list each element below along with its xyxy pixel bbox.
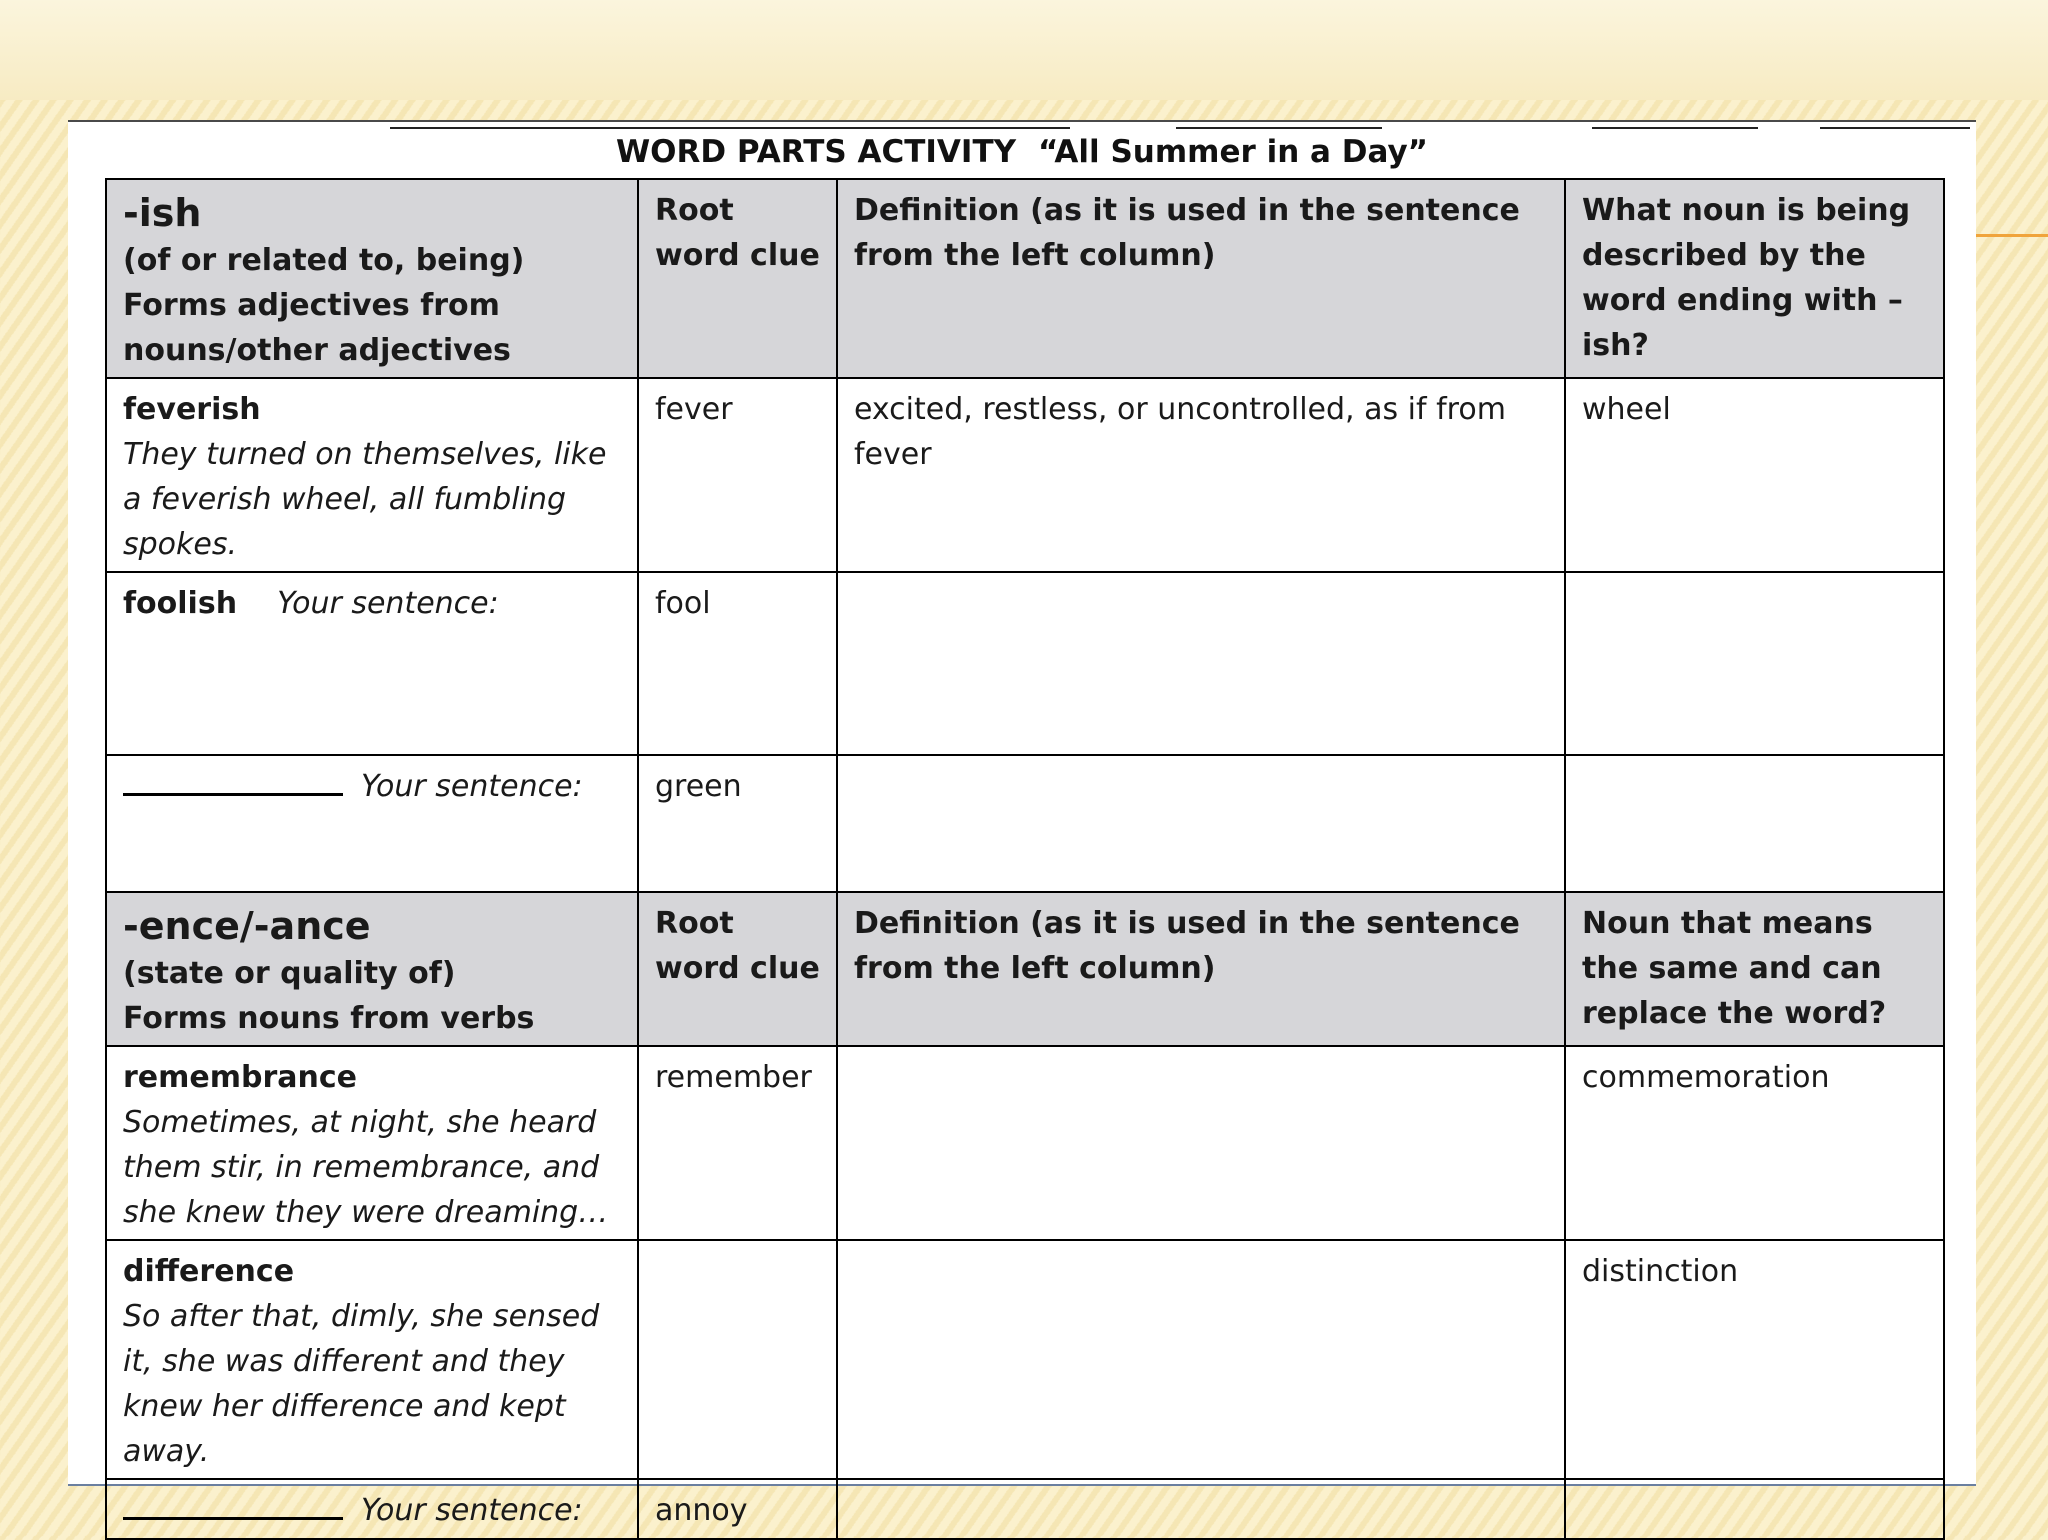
suffix-ence-meaning: (state or quality of) [123, 956, 456, 991]
suffix-ence-forms: Forms nouns from verbs [123, 1001, 535, 1036]
root-cell: fever [638, 378, 837, 572]
worksheet-title [68, 134, 1976, 170]
your-sentence-label: Your sentence: [361, 769, 583, 804]
word-cell [106, 1479, 638, 1539]
suffix-ish-forms: Forms adjectives from nouns/other adjectives [123, 288, 511, 368]
ence-header-cell [106, 892, 638, 1046]
root-cell: remember [638, 1046, 837, 1240]
table-row [106, 1240, 1944, 1479]
table-row [106, 572, 1944, 755]
definition-cell[interactable] [837, 755, 1565, 892]
word-cell [106, 378, 638, 572]
worksheet-document [68, 120, 1976, 1528]
root-cell: green [638, 755, 837, 892]
root-cell[interactable] [638, 1240, 837, 1479]
word-remembrance: remembrance [123, 1060, 358, 1095]
worksheet-title-main: WORD PARTS ACTIVITY [615, 134, 1017, 170]
suffix-ence-ance: -ence/-ance [123, 904, 371, 948]
ence-header-row [106, 892, 1944, 1046]
definition-cell[interactable] [837, 1046, 1565, 1240]
definition-cell[interactable] [837, 572, 1565, 755]
slide-top-band [0, 0, 2048, 100]
ish-header-cell [106, 179, 638, 378]
example-sentence: They turned on themselves, like a feverish wheel, all fumbling spokes. [123, 437, 607, 562]
definition-col-header: Definition (as it is used in the sentence from the left column) [837, 179, 1565, 378]
ish-header-row [106, 179, 1944, 378]
definition-cell[interactable] [837, 1479, 1565, 1539]
definition-cell[interactable] [837, 1240, 1565, 1479]
word-blank-line[interactable] [123, 1493, 343, 1520]
your-sentence-label: Your sentence: [277, 586, 499, 621]
example-sentence: Sometimes, at night, she heard them stir, in remembrance, and she knew they were dreaming… [123, 1105, 609, 1230]
noun-cell[interactable] [1565, 755, 1944, 892]
slide-accent-line [1976, 234, 2048, 237]
table-row [106, 1479, 1944, 1539]
root-col-header: Root word clue [638, 892, 837, 1046]
suffix-ish: -ish [123, 191, 202, 235]
root-cell: fool [638, 572, 837, 755]
worksheet-title-story: “All Summer in a Day” [1038, 134, 1429, 170]
word-cell [106, 572, 638, 755]
suffix-ish-meaning: (of or related to, being) [123, 243, 525, 278]
word-foolish: foolish [123, 586, 238, 621]
noun-col-header: What noun is being described by the word ending with –ish? [1565, 179, 1944, 378]
word-cell [106, 1046, 638, 1240]
definition-cell: excited, restless, or uncontrolled, as if from fever [837, 378, 1565, 572]
noun-cell: distinction [1565, 1240, 1944, 1479]
noun-cell: commemoration [1565, 1046, 1944, 1240]
word-difference: difference [123, 1254, 295, 1289]
noun-cell[interactable] [1565, 572, 1944, 755]
word-feverish: feverish [123, 392, 261, 427]
word-cell [106, 1240, 638, 1479]
root-col-header: Root word clue [638, 179, 837, 378]
word-parts-table [105, 178, 1945, 1540]
word-blank-line[interactable] [123, 769, 343, 796]
noun-col-header: Noun that means the same and can replace the word? [1565, 892, 1944, 1046]
noun-cell: wheel [1565, 378, 1944, 572]
your-sentence-label: Your sentence: [361, 1493, 583, 1528]
table-row [106, 1046, 1944, 1240]
root-cell: annoy [638, 1479, 837, 1539]
definition-col-header: Definition (as it is used in the sentence from the left column) [837, 892, 1565, 1046]
table-row [106, 378, 1944, 572]
example-sentence: So after that, dimly, she sensed it, she was different and they knew her difference and kept away. [123, 1299, 600, 1469]
word-cell [106, 755, 638, 892]
noun-cell[interactable] [1565, 1479, 1944, 1539]
table-row [106, 755, 1944, 892]
